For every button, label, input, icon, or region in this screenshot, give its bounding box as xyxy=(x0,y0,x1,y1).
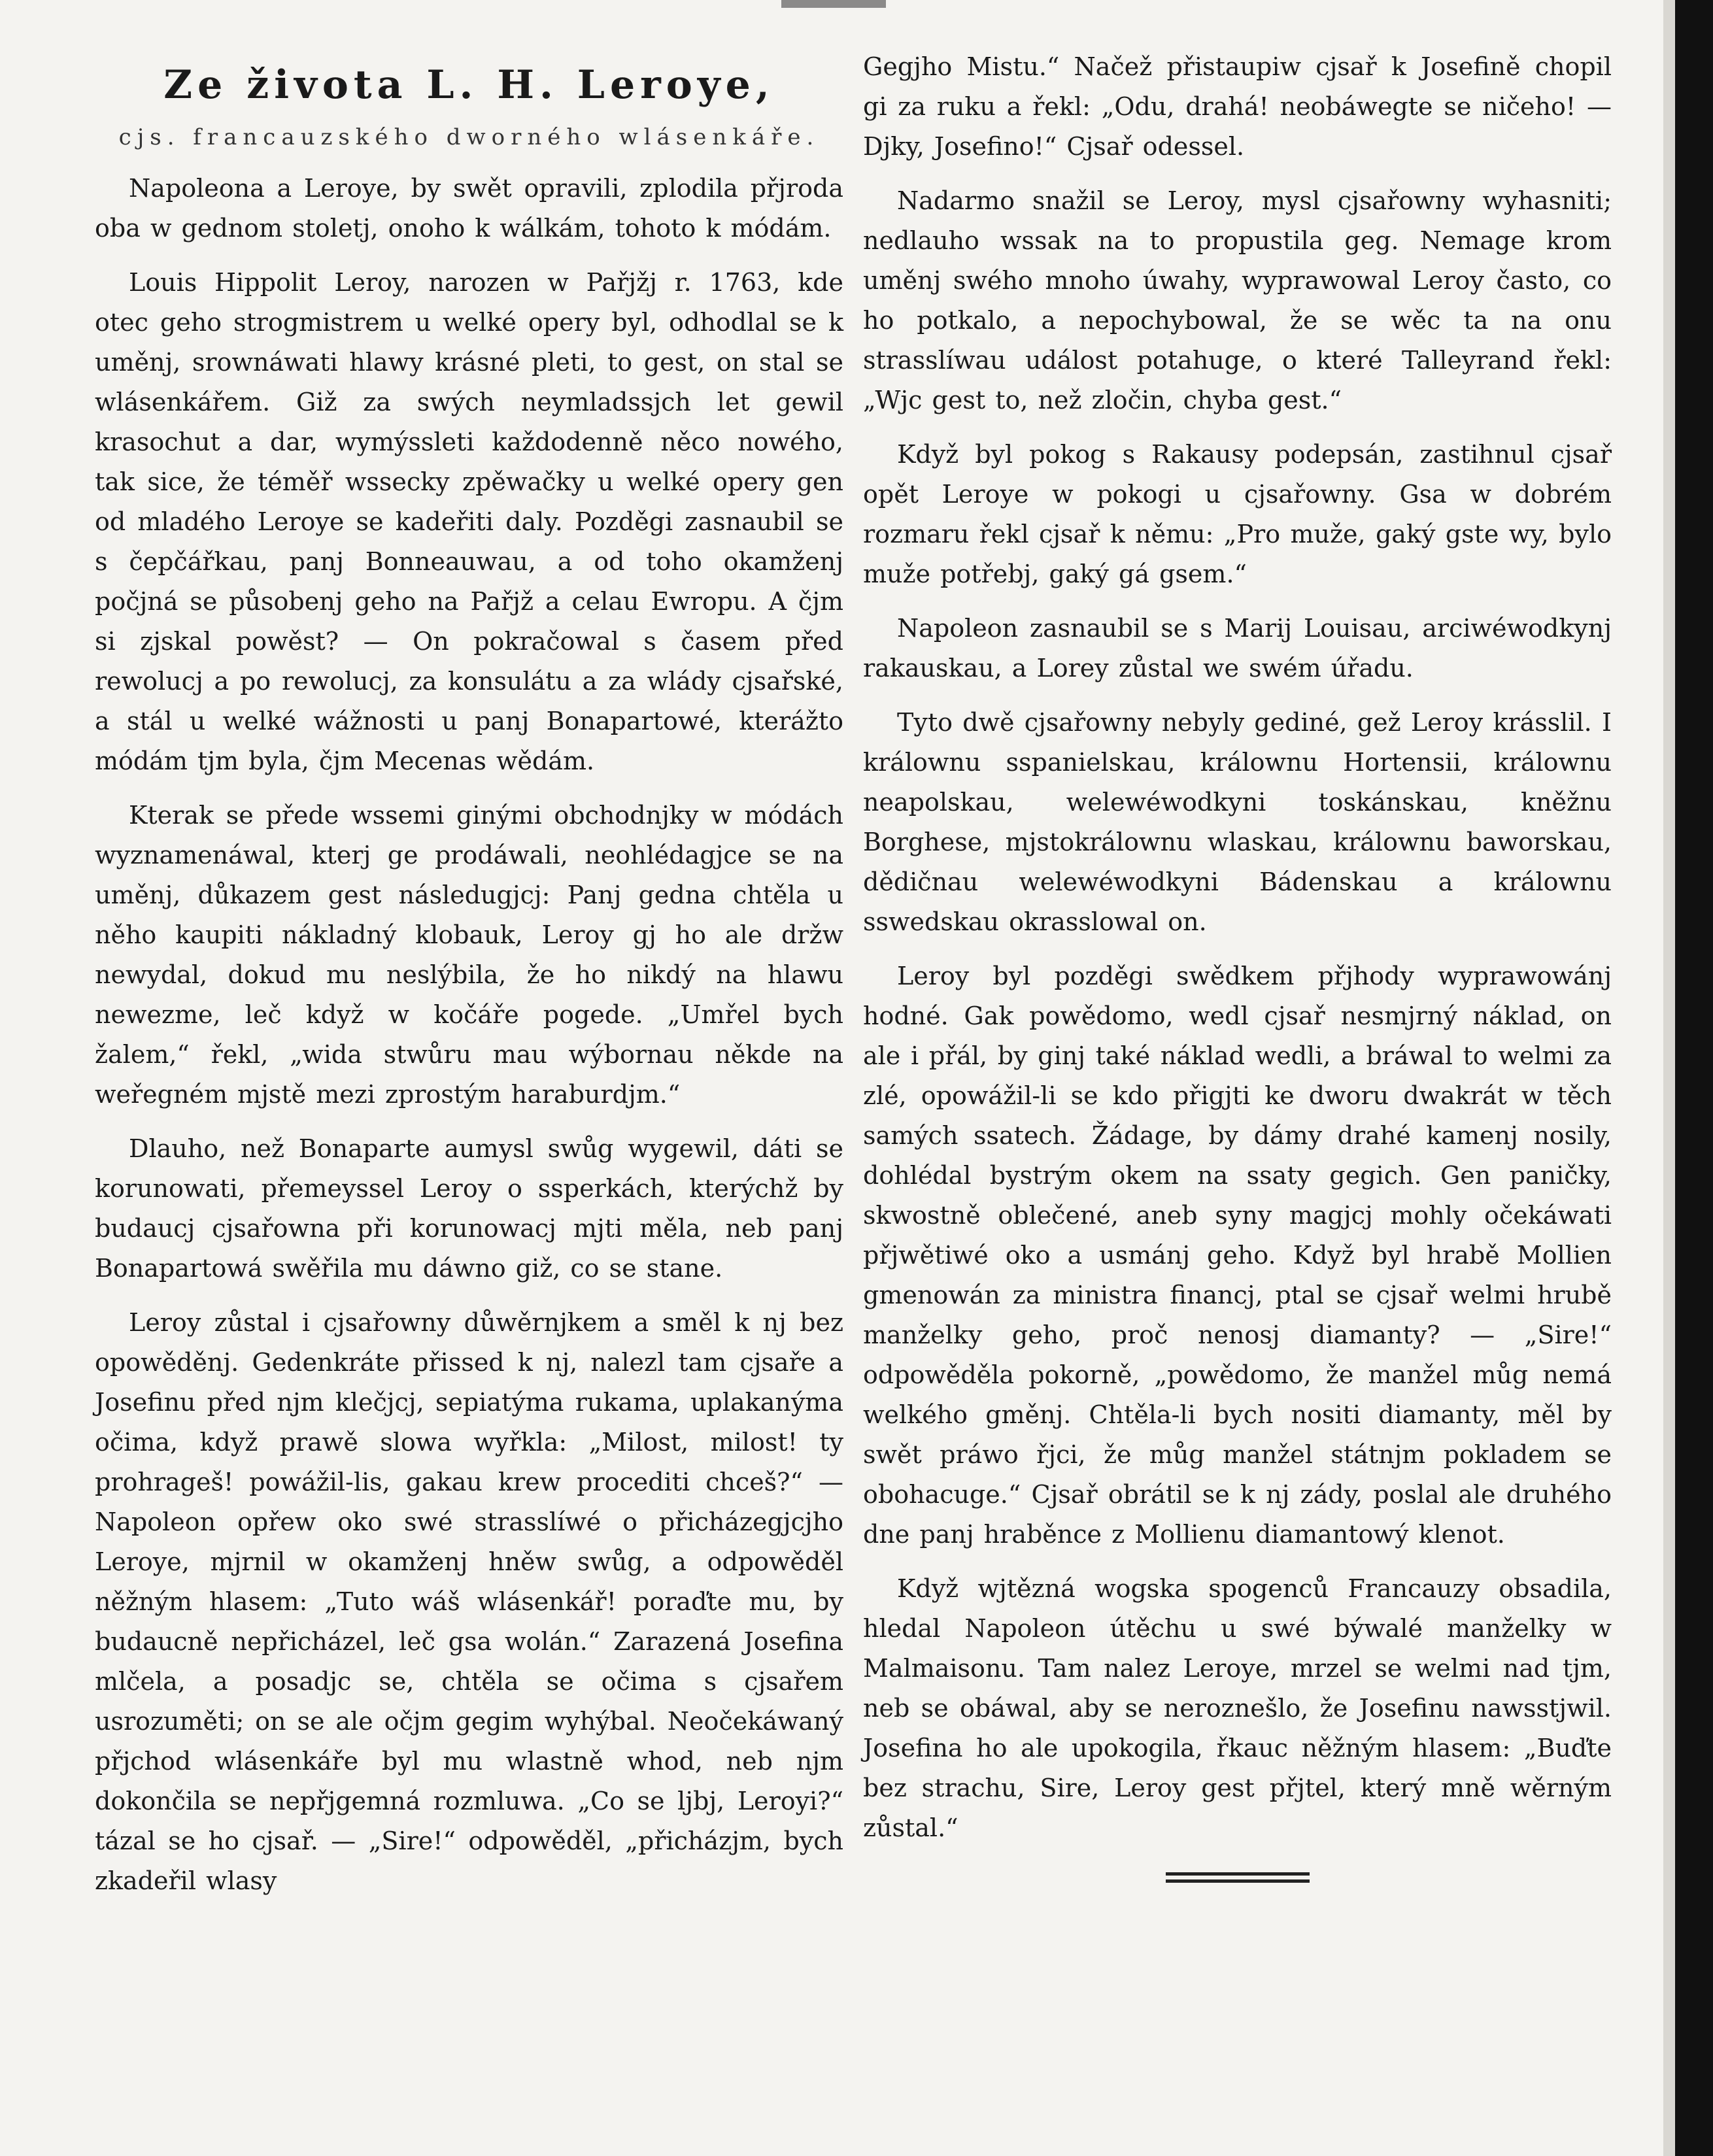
paragraph: Když byl pokog s Rakausy podepsán, zastihnul cjsař opět Leroye w pokogi u cjsařowny. Gsa w dobrém rozmaru řekl cjsař k němu: „Pro muže, gaký gste wy, bylo muže potřebj, gaký gá gsem.“ xyxy=(863,440,1612,588)
article-subtitle: cjs. francauzského dworného wlásenkáře. xyxy=(118,124,820,150)
page-edge-dark xyxy=(1675,0,1713,2156)
end-rule xyxy=(863,1870,1612,1885)
left-column xyxy=(95,46,843,1915)
article-title: Ze života L. H. Leroye, xyxy=(163,62,775,108)
paragraph: Když wjtězná wogska spogenců Francauzy obsadila, hledal Napoleon útěchu u swé býwalé manželky w Malmaisonu. Tam nalez Leroye, mrzel se welmi nad tjm, neb se obáwal, aby se neroznešlo, že Josefinu nawsstjwil. Josefina ho ale upokogila, řkauc něžným hlasem: „Buďte bez strachu, Sire, Leroy gest přjtel, který mně wěrným zůstal.“ xyxy=(863,1574,1612,1842)
paragraph: Napoleon zasnaubil se s Marij Louisau, arciwéwodkynj rakauskau, a Lorey zůstal we swém úřadu. xyxy=(863,614,1612,682)
paragraph: Leroy byl pozděgi swědkem přjhody wyprawowánj hodné. Gak powědomo, wedl cjsař nesmjrný náklad, on ale i přál, by ginj také náklad wedli, a bráwal to welmi za zlé, opowážil-li se kdo přigjti ke dworu dwakrát w těch samých ssatech. Žádage, by dámy drahé kamenj nosily, dohlédal bystrým okem na ssaty gegich. Gen paničky, skwostně oblečené, aneb syny magjcj mohly očekáwati přjwětiwé oko a usmánj geho. Když byl hrabě Mollien gmenowán za ministra financj, ptal se cjsař welmi hrubě manželky geho, proč nenosj diamanty? — „Sire!“ odpowěděla pokorně, „powědomo, že manžel můg nemá welkého gměnj. Chtěla-li bych nositi diamanty, měl by swět práwo řjci, že můg manžel státnjm pokladem se obohacuge.“ Cjsař obrátil se k nj zády, poslal ale druhého dne panj hraběnce z Mollienu diamantowý klenot. xyxy=(863,962,1612,1549)
paragraph: Dlauho, než Bonaparte aumysl swůg wygewil, dáti se korunowati, přemeyssel Leroy o ssperkách, kterýchž by budaucj cjsařowna při korunowacj mjti měla, neb panj Bonapartowá swěřila mu dáwno giž, co se stane. xyxy=(95,1134,843,1283)
paragraph: Gegjho Mistu.“ Načež přistaupiw cjsař k Josefině chopil gi za ruku a řekl: „Odu, drahá! neobáwegte se ničeho! — Djky, Josefino!“ Cjsař odessel. xyxy=(863,52,1612,161)
paragraph: Leroy zůstal i cjsařowny důwěrnjkem a směl k nj bez opowěděnj. Gedenkráte přissed k nj, nalezl tam cjsaře a Josefinu před njm klečjcj, sepiatýma rukama, uplakanýma očima, když prawě slowa wyřkla: „Milost, milost! ty prohrageš! powážil-lis, gakau krew procediti chceš?“ — Napoleon opřew oko swé strasslíwé o přicházegjcjho Leroye, mjrnil w okamženj hněw swůg, a odpowěděl něžným hlasem: „Tuto wáš wlásenkář! poraďte mu, by budaucně nepřicházel, leč gsa wolán.“ Zarazená Josefina mlčela, a posadjc se, chtěla se očima s cjsařem usrozuměti; on se ale očjm gegim wyhýbal. Neočekáwaný přjchod wlásenkáře byl mu wlastně whod, neb njm dokončila se nepřjgemná rozmluwa. „Co se ljbj, Leroyi?“ tázal se ho cjsař. — „Sire!“ odpowěděl, „přicházjm, bych zkadeřil wlasy xyxy=(95,1308,843,1895)
paragraph: Tyto dwě cjsařowny nebyly gediné, gež Leroy krásslil. I králownu sspanielskau, králownu Hortensii, králownu neapolskau, welewéwodkyni toskánskau, kněžnu Borghese, mjstokrálownu wlaskau, králownu baworskau, dědičnau welewéwodkyni Bádenskau a králownu sswedskau okrasslowal on. xyxy=(863,708,1612,936)
right-column xyxy=(863,47,1612,1885)
paragraph: Nadarmo snažil se Leroy, mysl cjsařowny wyhasniti; nedlauho wssak na to propustila geg. Nemage krom uměnj swého mnoho úwahy, wyprawowal Leroy často, co ho potkalo, a nepochybowal, že se wěc ta na onu strasslíwau událost potahuge, o které Talleyrand řekl: „Wjc gest to, než zločin, chyba gest.“ xyxy=(863,186,1612,414)
paragraph: Louis Hippolit Leroy, narozen w Pařjžj r. 1763, kde otec geho strogmistrem u welké opery byl, odhodlal se k uměnj, srownáwati hlawy krásné pleti, to gest, on stal se wlásenkářem. Giž za swých neymladssjch let gewil krasochut a dar, wymýssleti každodenně něco nowého, tak sice, že téměř wssecky zpěwačky u welké opery gen od mladého Leroye se kadeřiti daly. Pozděgi zasnaubil se s čepčářkau, panj Bonneauwau, a od toho okamženj počjná se působenj geho na Pařjž a celau Ewropu. A čjm si zjskal powěst? — On pokračowal s časem před rewolucj a po rewolucj, za konsulátu a za wlády cjsařské, a stál u welké wážnosti u panj Bonapartowé, kterážto módám tjm byla, čjm Mecenas wědám. xyxy=(95,268,843,775)
paragraph: Napoleona a Leroye, by swět opravili, zplodila přjroda oba w gednom stoletj, onoho k wálkám, tohoto k módám. xyxy=(95,174,843,243)
page-edge-shadow xyxy=(1663,0,1675,2156)
end-rule-line xyxy=(1166,1872,1310,1876)
paragraph: Kterak se přede wssemi ginými obchodnjky w módách wyznamenáwal, kterj ge prodáwali, neohlédagjce se na uměnj, důkazem gest následugjcj: Panj gedna chtěla u něho kaupiti nákladný klobauk, Leroy gj ho ale držw newydal, dokud mu neslýbila, že ho nikdý na hlawu newezme, leč když w kočáře pogede. „Umřel bych žalem,“ řekl, „wida stwůru mau wýbornau někde na weřegném mjstě mezi zprostým haraburdjm.“ xyxy=(95,801,843,1109)
page-top-mark xyxy=(781,0,886,8)
end-rule-line xyxy=(1166,1879,1310,1883)
